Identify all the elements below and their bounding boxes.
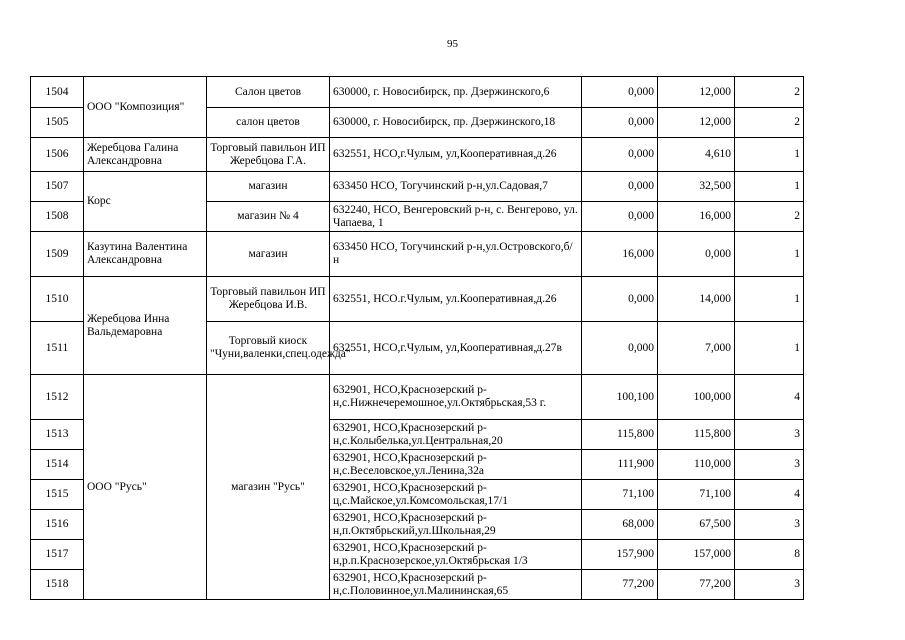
value-1: 0,000 [582, 277, 658, 322]
value-3: 4 [735, 480, 804, 510]
registry-table [30, 76, 804, 600]
object-type: магазин [207, 232, 330, 277]
organization-name: Жеребцова Галина Александровна [84, 138, 207, 172]
row-number: 1512 [31, 375, 84, 420]
object-type: магазин № 4 [207, 202, 330, 232]
row-number: 1513 [31, 420, 84, 450]
object-address: 632551, НСО.г.Чулым, ул.Кооперативная,д.26 [330, 277, 582, 322]
value-3: 1 [735, 322, 804, 375]
value-1: 0,000 [582, 322, 658, 375]
value-1: 0,000 [582, 138, 658, 172]
object-type: салон цветов [207, 108, 330, 138]
row-number: 1508 [31, 202, 84, 232]
value-1: 0,000 [582, 172, 658, 202]
object-address: 632901, НСО,Краснозерский р-н,п.Октябрьский,ул.Школьная,29 [330, 510, 582, 540]
object-address: 632551, НСО,г.Чулым, ул,Кооперативная,д.27в [330, 322, 582, 375]
object-type: Торговый павильон ИП Жеребцова И.В. [207, 277, 330, 322]
value-2: 14,000 [658, 277, 735, 322]
object-address: 630000, г. Новосибирск, пр. Дзержинского,6 [330, 77, 582, 108]
page-number: 95 [447, 38, 458, 50]
row-number: 1514 [31, 450, 84, 480]
object-type: Салон цветов [207, 77, 330, 108]
row-number: 1510 [31, 277, 84, 322]
value-1: 71,100 [582, 480, 658, 510]
value-1: 16,000 [582, 232, 658, 277]
object-address: 632901, НСО,Краснозерский р-н,с.Половинное,ул.Малининская,65 [330, 570, 582, 600]
value-2: 71,100 [658, 480, 735, 510]
value-3: 3 [735, 570, 804, 600]
value-1: 77,200 [582, 570, 658, 600]
object-address: 630000, г. Новосибирск, пр. Дзержинского,18 [330, 108, 582, 138]
value-2: 12,000 [658, 108, 735, 138]
value-2: 0,000 [658, 232, 735, 277]
value-3: 3 [735, 420, 804, 450]
value-3: 3 [735, 510, 804, 540]
value-1: 100,100 [582, 375, 658, 420]
value-1: 0,000 [582, 202, 658, 232]
value-3: 2 [735, 108, 804, 138]
value-2: 12,000 [658, 77, 735, 108]
object-address: 632901, НСО,Краснозерский р-ц,с.Майское,ул.Комсомольская,17/1 [330, 480, 582, 510]
value-2: 110,000 [658, 450, 735, 480]
object-address: 632901, НСО,Краснозерский р-н,р.п.Краснозерское,ул.Октябрьская 1/3 [330, 540, 582, 570]
value-2: 16,000 [658, 202, 735, 232]
value-1: 111,900 [582, 450, 658, 480]
row-number: 1509 [31, 232, 84, 277]
value-3: 1 [735, 277, 804, 322]
table-row [31, 172, 804, 202]
value-2: 100,000 [658, 375, 735, 420]
organization-name: Корс [84, 172, 207, 232]
value-3: 1 [735, 172, 804, 202]
table-row [31, 77, 804, 108]
organization-name: Казутина Валентина Александровна [84, 232, 207, 277]
object-type: Торговый киоск "Чуни,валенки,спец.одежда" [207, 322, 330, 375]
object-address: 632901, НСО,Краснозерский р-н,с.Веселовское,ул.Ленина,32а [330, 450, 582, 480]
object-address: 632901, НСО,Краснозерский р-н,с.Колыбелька,ул.Центральная,20 [330, 420, 582, 450]
object-address: 632901, НСО,Краснозерский р-н,с.Нижнечеремошное,ул.Октябрьская,53 г. [330, 375, 582, 420]
organization-name: ООО "Композиция" [84, 77, 207, 138]
value-3: 2 [735, 77, 804, 108]
object-type: магазин [207, 172, 330, 202]
value-2: 77,200 [658, 570, 735, 600]
object-address: 632551, НСО,г.Чулым, ул,Кооперативная,д.26 [330, 138, 582, 172]
object-type: магазин "Русь" [207, 375, 330, 600]
row-number: 1518 [31, 570, 84, 600]
value-3: 2 [735, 202, 804, 232]
value-1: 0,000 [582, 77, 658, 108]
row-number: 1505 [31, 108, 84, 138]
row-number: 1511 [31, 322, 84, 375]
row-number: 1515 [31, 480, 84, 510]
row-number: 1517 [31, 540, 84, 570]
object-type: Торговый павильон ИП Жеребцова Г.А. [207, 138, 330, 172]
value-1: 115,800 [582, 420, 658, 450]
table-row [31, 375, 804, 420]
value-2: 32,500 [658, 172, 735, 202]
row-number: 1516 [31, 510, 84, 540]
table-row [31, 277, 804, 322]
row-number: 1506 [31, 138, 84, 172]
table-row [31, 232, 804, 277]
value-2: 7,000 [658, 322, 735, 375]
value-3: 8 [735, 540, 804, 570]
organization-name: ООО "Русь" [84, 375, 207, 600]
object-address: 633450 НСО, Тогучинский р-н,ул.Островского,б/н [330, 232, 582, 277]
value-2: 67,500 [658, 510, 735, 540]
value-3: 3 [735, 450, 804, 480]
value-1: 68,000 [582, 510, 658, 540]
row-number: 1507 [31, 172, 84, 202]
value-3: 4 [735, 375, 804, 420]
organization-name: Жеребцова Инна Вальдемаровна [84, 277, 207, 375]
value-1: 157,900 [582, 540, 658, 570]
value-2: 157,000 [658, 540, 735, 570]
value-2: 4,610 [658, 138, 735, 172]
value-1: 0,000 [582, 108, 658, 138]
value-2: 115,800 [658, 420, 735, 450]
object-address: 632240, НСО, Венгеровский р-н, с. Венгерово, ул. Чапаева, 1 [330, 202, 582, 232]
value-3: 1 [735, 232, 804, 277]
table-row [31, 138, 804, 172]
row-number: 1504 [31, 77, 84, 108]
value-3: 1 [735, 138, 804, 172]
object-address: 633450 НСО, Тогучинский р-н,ул.Садовая,7 [330, 172, 582, 202]
